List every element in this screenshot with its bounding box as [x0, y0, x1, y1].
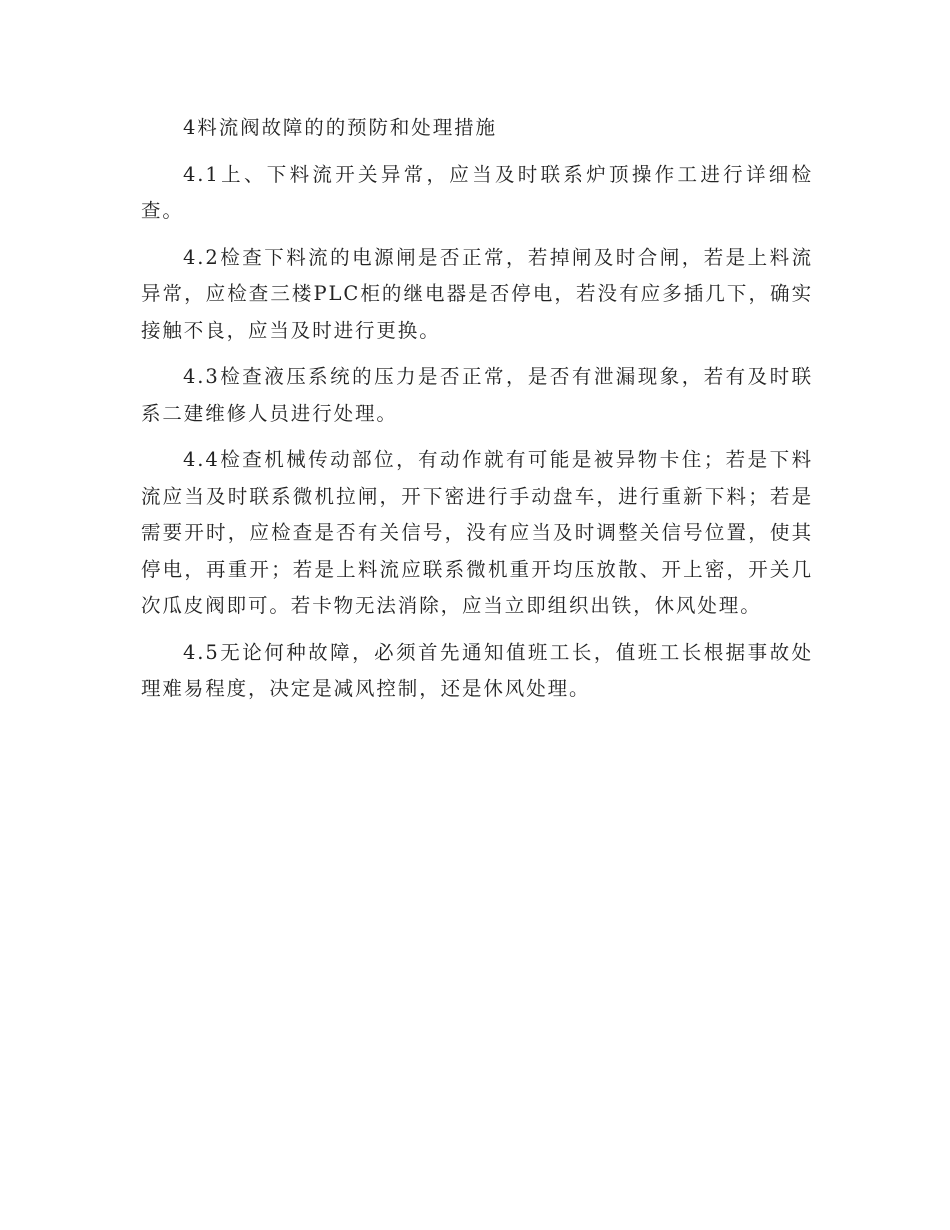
paragraph-4-2: 4.2检查下料流的电源闸是否正常，若掉闸及时合闸，若是上料流异常，应检查三楼PLC柜的继电器是否停电，若没有应多插几下，确实接触不良，应当及时进行更换。: [141, 245, 813, 342]
document-body: [141, 110, 813, 718]
paragraph-4-1: 4.1上、下料流开关异常，应当及时联系炉顶操作工进行详细检查。: [141, 162, 813, 222]
section-heading: 4料流阀故障的的预防和处理措施: [183, 116, 497, 139]
paragraph-4-4: 4.4检查机械传动部位，有动作就有可能是被异物卡住；若是下料流应当及时联系微机拉闸，开下密进行手动盘车，进行重新下料；若是需要开时，应检查是否有关信号，没有应当及时调整关信号位置，使其停电，再重开；若是上料流应联系微机重开均压放散、开上密，开关几次瓜皮阀即可。若卡物无法消除，应当立即组织出铁，休风处理。: [141, 448, 813, 617]
paragraph-4-5: 4.5无论何种故障，必须首先通知值班工长，值班工长根据事故处理难易程度，决定是减风控制，还是休风处理。: [141, 640, 813, 700]
paragraph-4-3: 4.3检查液压系统的压力是否正常，是否有泄漏现象，若有及时联系二建维修人员进行处理。: [141, 365, 813, 425]
